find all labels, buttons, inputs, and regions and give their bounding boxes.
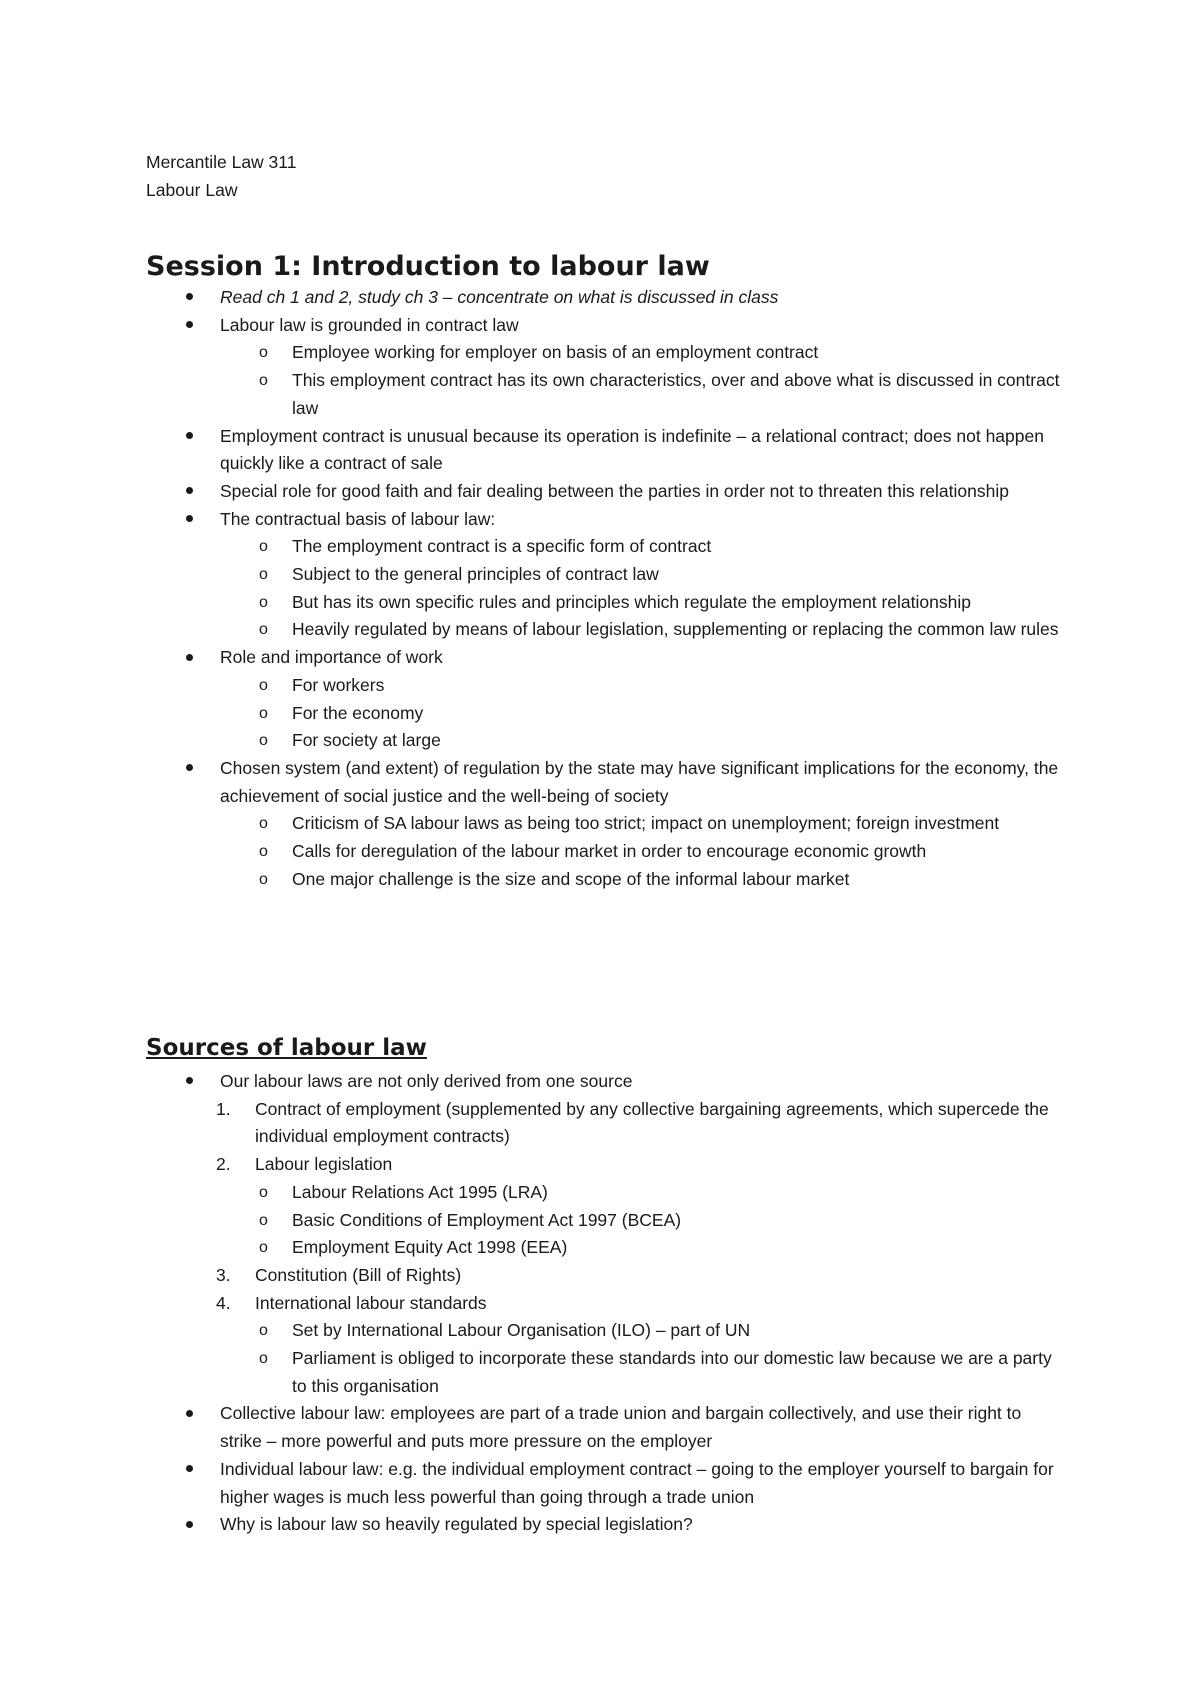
sub-list-item: o This employment contract has its own characteristics, over and above what is discussed in contract law [146, 367, 1066, 422]
list-item: Read ch 1 and 2, study ch 3 – concentrate on what is discussed in class [146, 284, 1066, 312]
numbered-item: 1. Contract of employment (supplemented by any collective bargaining agreements, which supercede the individual employment contracts) [146, 1096, 1066, 1151]
sub-bullet-icon: o [259, 1183, 268, 1201]
bullet-icon [186, 312, 193, 340]
sub-bullet-icon: o [259, 344, 268, 362]
sub-list-item: o For workers [146, 672, 1066, 700]
sub-list-item: o Basic Conditions of Employment Act 1997 (BCEA) [146, 1207, 1066, 1235]
bullet-icon [186, 284, 193, 312]
sub-bullet-icon: o [259, 870, 268, 888]
sub-bullet-icon: o [259, 621, 268, 639]
sub-list-item: o For society at large [146, 727, 1066, 755]
list-item: Employment contract is unusual because its operation is indefinite – a relational contract; does not happen quickly like a contract of sale [146, 423, 1066, 478]
list-item: Individual labour law: e.g. the individual employment contract – going to the employer yourself to bargain for higher wages is much less powerful than going through a trade union [146, 1456, 1066, 1511]
bullet-icon [186, 1400, 193, 1428]
sub-bullet-icon: o [259, 732, 268, 750]
item-number: 3. [216, 1264, 231, 1285]
sub-bullet-icon: o [259, 815, 268, 833]
list-item: Why is labour law so heavily regulated by special legislation? [146, 1511, 1066, 1539]
list-item: Collective labour law: employees are part of a trade union and bargain collectively, and use their right to strike – more powerful and puts more pressure on the employer [146, 1400, 1066, 1455]
list-item: Special role for good faith and fair dealing between the parties in order not to threaten this relationship [146, 478, 1066, 506]
sub-list-item: o Heavily regulated by means of labour legislation, supplementing or replacing the common law rules [146, 616, 1066, 644]
sub-bullet-icon: o [259, 1211, 268, 1229]
sub-list-item: o Set by International Labour Organisation (ILO) – part of UN [146, 1317, 1066, 1345]
sub-list-item: o Calls for deregulation of the labour market in order to encourage economic growth [146, 838, 1066, 866]
bullet-icon [186, 755, 193, 783]
sub-bullet-icon: o [259, 843, 268, 861]
sub-bullet-icon: o [259, 704, 268, 722]
course-title: Mercantile Law 311 [146, 152, 297, 172]
sub-list-item: o Labour Relations Act 1995 (LRA) [146, 1179, 1066, 1207]
bullet-icon [186, 423, 193, 451]
session-1-heading: Session 1: Introduction to labour law [146, 251, 710, 282]
sub-list-item: o Subject to the general principles of contract law [146, 561, 1066, 589]
session-1-list [146, 284, 1066, 893]
sub-bullet-icon: o [259, 1322, 268, 1340]
sub-list-item: o Employee working for employer on basis of an employment contract [146, 339, 1066, 367]
bullet-icon [186, 478, 193, 506]
bullet-icon [186, 506, 193, 534]
item-number: 1. [216, 1098, 231, 1119]
item-number: 4. [216, 1292, 231, 1313]
sub-list-item: o Parliament is obliged to incorporate these standards into our domestic law because we are a party to this organisation [146, 1345, 1066, 1400]
sub-bullet-icon: o [259, 566, 268, 584]
bullet-icon [186, 1068, 193, 1096]
document-header [146, 148, 296, 204]
sources-heading: Sources of labour law [146, 1035, 427, 1061]
sub-list-item: o The employment contract is a specific form of contract [146, 533, 1066, 561]
sub-list-item: o Employment Equity Act 1998 (EEA) [146, 1234, 1066, 1262]
sub-list-item: o For the economy [146, 700, 1066, 728]
bullet-icon [186, 644, 193, 672]
list-item: Chosen system (and extent) of regulation by the state may have significant implications for the economy, the achievement of social justice and the well-being of society [146, 755, 1066, 810]
bullet-icon [186, 1511, 193, 1539]
list-item: The contractual basis of labour law: [146, 506, 1066, 534]
subject-title: Labour Law [146, 180, 238, 200]
sub-list-item: o Criticism of SA labour laws as being too strict; impact on unemployment; foreign investment [146, 810, 1066, 838]
sub-bullet-icon: o [259, 593, 268, 611]
item-number: 2. [216, 1154, 231, 1175]
numbered-item: 4. International labour standards [146, 1290, 1066, 1318]
sub-bullet-icon: o [259, 676, 268, 694]
sub-bullet-icon: o [259, 372, 268, 390]
sub-list-item: o One major challenge is the size and scope of the informal labour market [146, 866, 1066, 894]
sub-bullet-icon: o [259, 1350, 268, 1368]
numbered-item: 2. Labour legislation [146, 1151, 1066, 1179]
bullet-icon [186, 1456, 193, 1484]
numbered-item: 3. Constitution (Bill of Rights) [146, 1262, 1066, 1290]
sub-list-item: o But has its own specific rules and principles which regulate the employment relationship [146, 589, 1066, 617]
sub-bullet-icon: o [259, 1239, 268, 1257]
list-item: Our labour laws are not only derived from one source [146, 1068, 1066, 1096]
sub-bullet-icon: o [259, 538, 268, 556]
list-item: Role and importance of work [146, 644, 1066, 672]
list-item: Labour law is grounded in contract law [146, 312, 1066, 340]
sources-list [146, 1068, 1066, 1539]
